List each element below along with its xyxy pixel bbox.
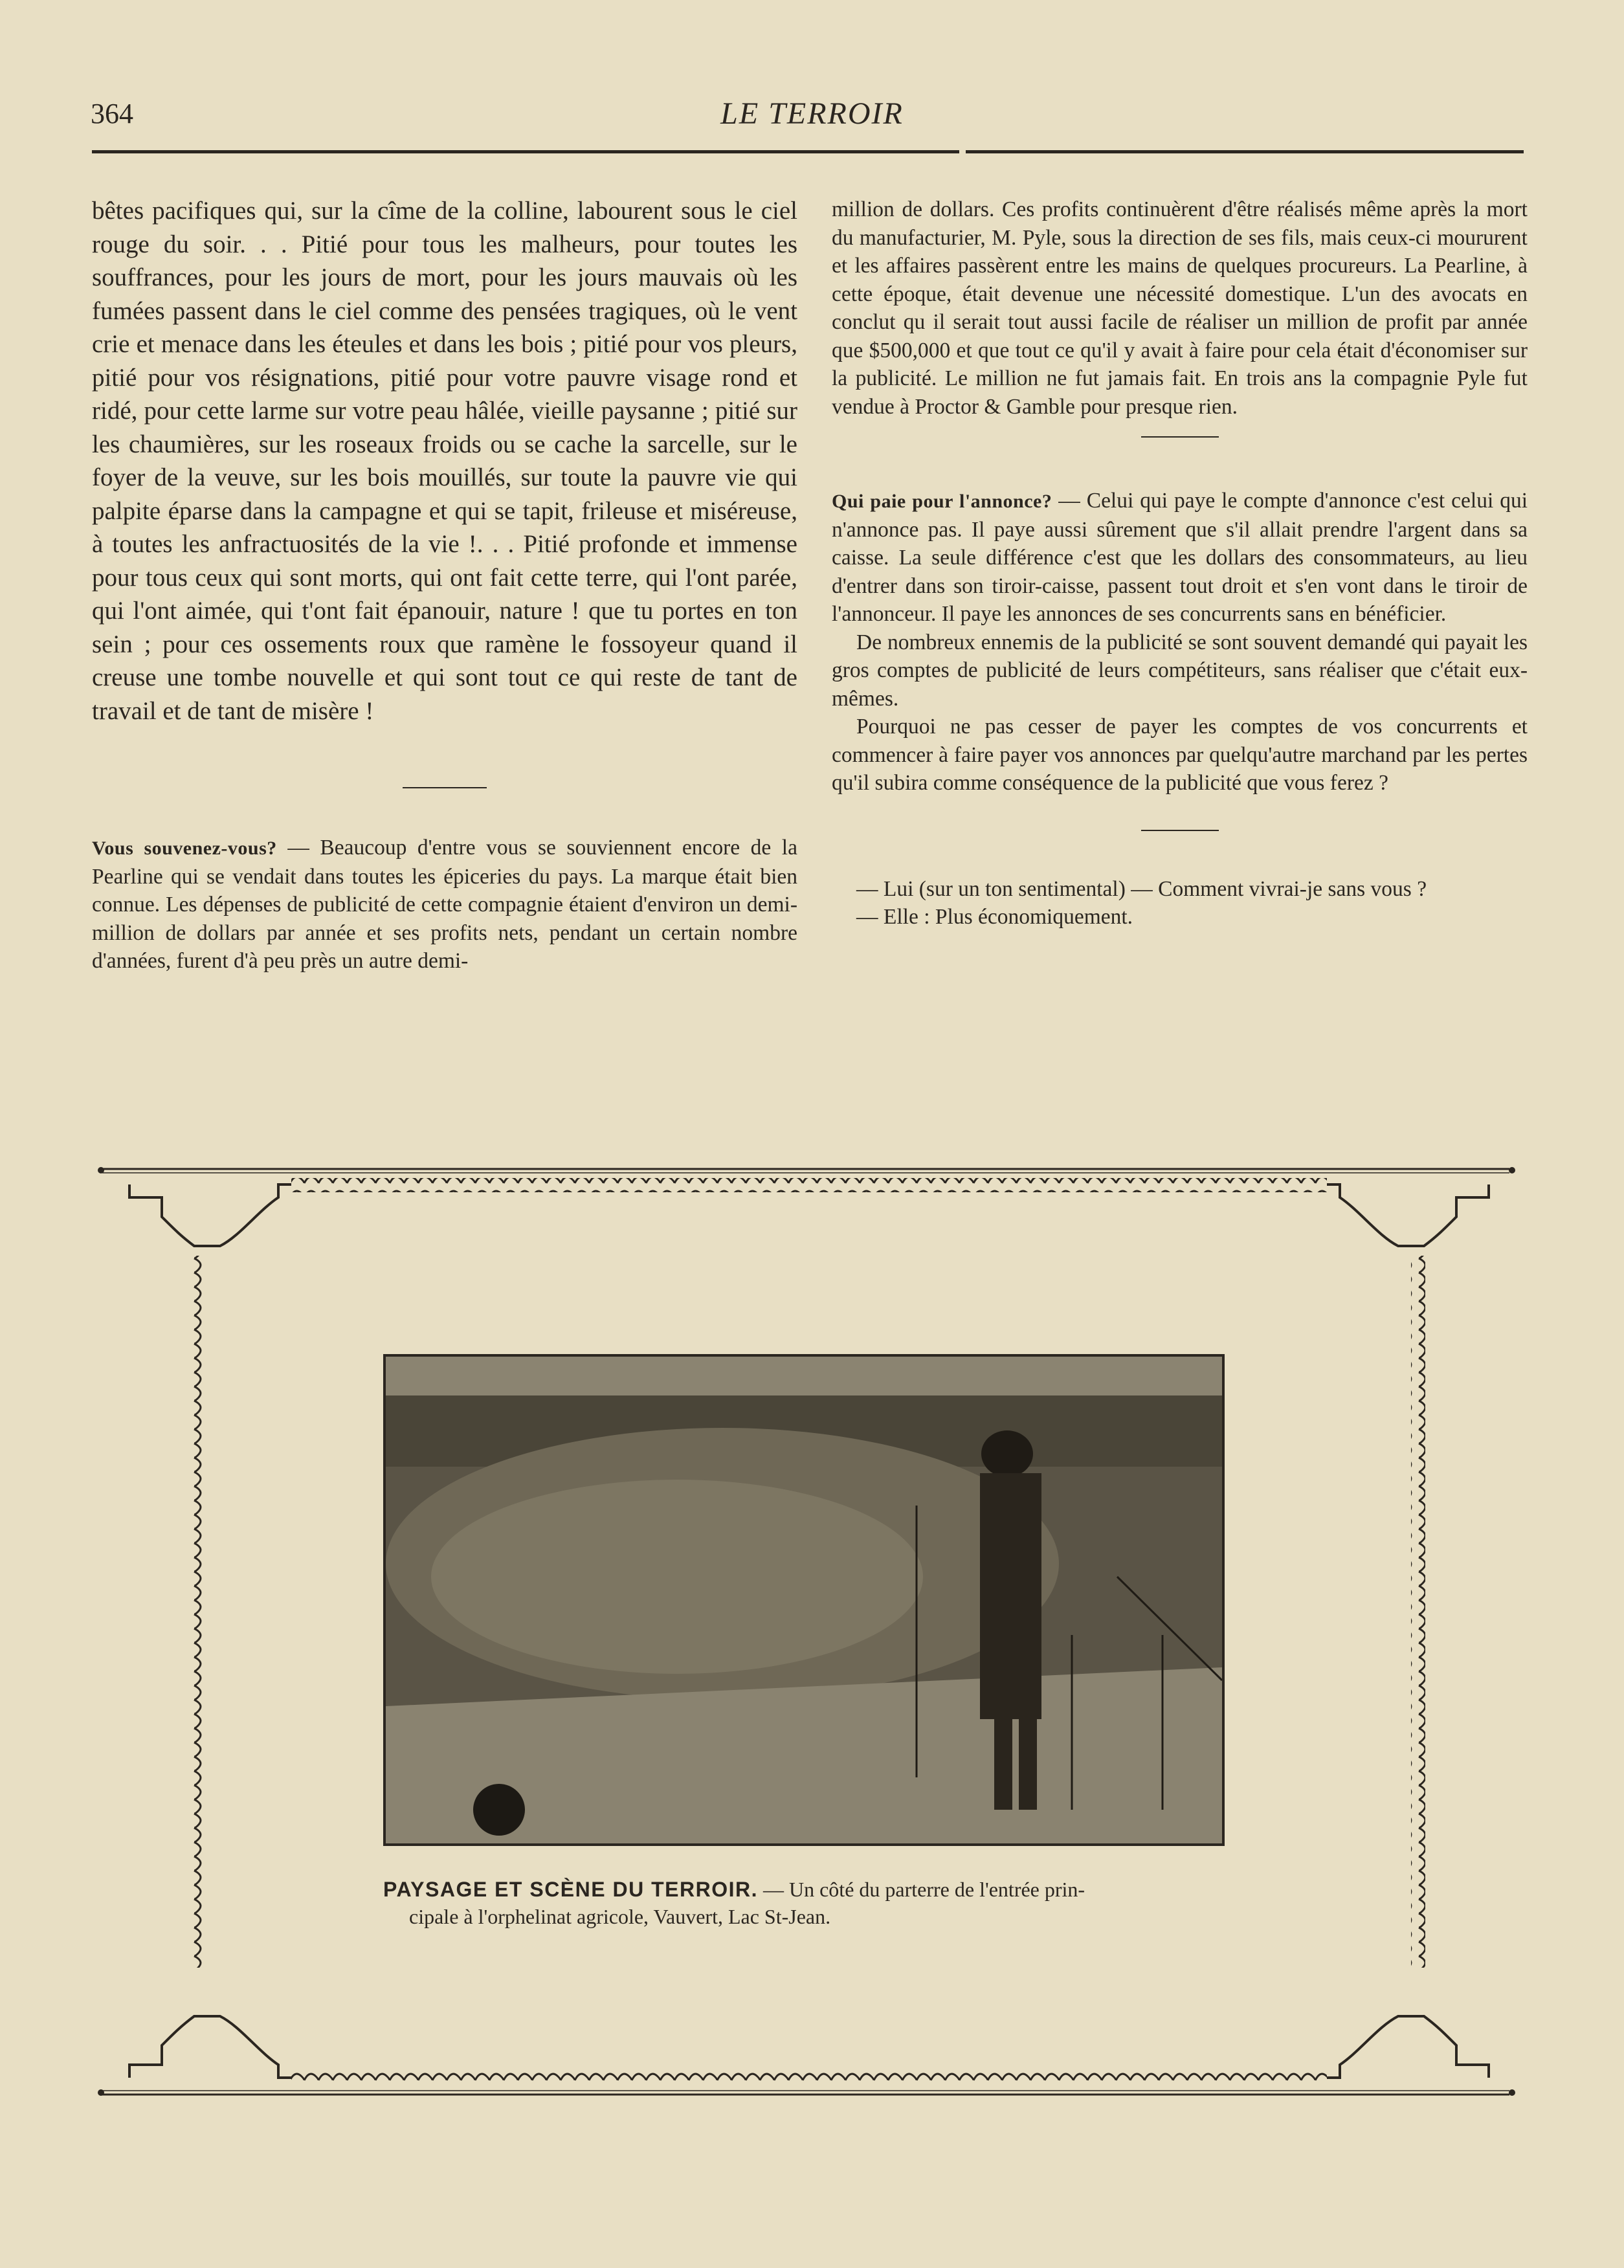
photograph (383, 1354, 1225, 1846)
caption-text-line-1: — Un côté du parterre de l'entrée prin- (762, 1878, 1085, 1901)
ennemis-paragraph: De nombreux ennemis de la publicité se sont souvent demandé qui payait les gros comptes de publicité de leurs compétiteurs, sans réaliser que c'était eux-mêmes. (832, 630, 1528, 711)
section-heading-souvenez: Vous souvenez-vous? (92, 838, 277, 859)
page-number: 364 (91, 98, 133, 129)
garden-photo (386, 1357, 1222, 1843)
left-column (92, 194, 797, 975)
caption-text-line-2: cipale à l'orphelinat agricole, Vauvert, Lac St-Jean. (409, 1905, 831, 1928)
souvenez-text: — Beaucoup d'entre vous se souviennent encore de la Pearline qui se vendait dans toutes les épiceries du pays. La marque était bien connue. Les dépenses de publicité de cette compagnie étaient d'environ un demi-million de dollars par année et ses profits nets, pendant un certain nombre d'années, furent d'à peu près un autre demi- (92, 836, 797, 973)
pity-paragraph: bêtes pacifiques qui, sur la cîme de la colline, labourent sous le ciel rouge du soir. . . Pitié pour tous les malheurs, pour toutes les souffrances, pour les jours de mort, pour les jours mauvais où les fumées passent dans le ciel comme des pensées tragiques, où le vent crie et menace dans les éteules et dans les bois ; pitié pour vos pleurs, pitié pour vos résignations, pitié pour votre pauvre visage rond et ridé, pour cette larme sur votre peau hâlée, vieille paysanne ; pitié sur les chaumières, sur les roseaux froids ou se cache la sarcelle, sur le foyer de la veuve, sur les bois mouillés, sur toute la pauvre vie qui palpite éparse dans la campagne et qui se tapit, frileuse et miséreuse, à toutes les anfractuosités de la vie !. . . Pitié profonde et immense pour tous ceux qui sont morts, qui ont fait cette terre, qui l'ont parée, qui l'ont aimée, qui t'ont fait épanouir, nature ! que tu portes en ton sein ; pour ces ossements roux que ramène le fossoyeur quand il creuse une tombe nouvelle et qui sont tout ce qui reste de tant de travail et de tant de misère ! (92, 197, 797, 725)
running-title: LE TERROIR (720, 96, 904, 131)
pearline-continuation: million de dollars. Ces profits continuèrent d'être réalisés même après la mort du manufacturier, M. Pyle, sous la direction de ses fils, mais ceux-ci moururent et les affaires passèrent entre les mains de quelques procureurs. La Pearline, à cette époque, était devenue une nécessité domestique. L'un des avocats en conclut qu il serait tout aussi facile de réaliser un million de profit par année que $500,000 et que tout ce qu'il y avait à faire pour cela était d'économiser sur la publicité. Le million ne fut jamais fait. En trois ans la compagnie Pyle fut vendue à Proctor & Gamble pour presque rien. (832, 197, 1528, 419)
souvenez-paragraph (92, 834, 797, 975)
annonce-paragraph (832, 487, 1528, 628)
right-column (832, 195, 1528, 931)
joke-line-2: — Elle : Plus économiquement. (856, 905, 1133, 929)
header-rule-right (966, 150, 1524, 153)
pourquoi-paragraph: Pourquoi ne pas cesser de payer les comptes de vos concurrents et commencer à faire payer vos annonces par quelqu'autre marchand par les pertes qu'il subira comme conséquence de la publicité que vous ferez ? (832, 715, 1528, 795)
photo-caption (383, 1876, 1225, 1930)
caption-title: PAYSAGE ET SCÈNE DU TERROIR. (383, 1878, 758, 1901)
header-rule-left (92, 150, 959, 153)
section-heading-annonce: Qui paie pour l'annonce? (832, 491, 1052, 512)
joke-line-1: — Lui (sur un ton sentimental) — Comment vivrai-je sans vous ? (856, 876, 1427, 901)
annonce-text: — Celui qui paye le compte d'annonce c'est celui qui n'annonce pas. Il paye aussi sûrement que s'il allait prendre l'argent dans sa caisse. La seule différence c'est que les dollars des consommateurs, au lieu d'entrer dans son tiroir-caisse, passent tout droit et s'en vont dans le tiroir de l'annonceur. Il paye les annonces de ses concurrents sans en bénéficier. (832, 489, 1528, 626)
